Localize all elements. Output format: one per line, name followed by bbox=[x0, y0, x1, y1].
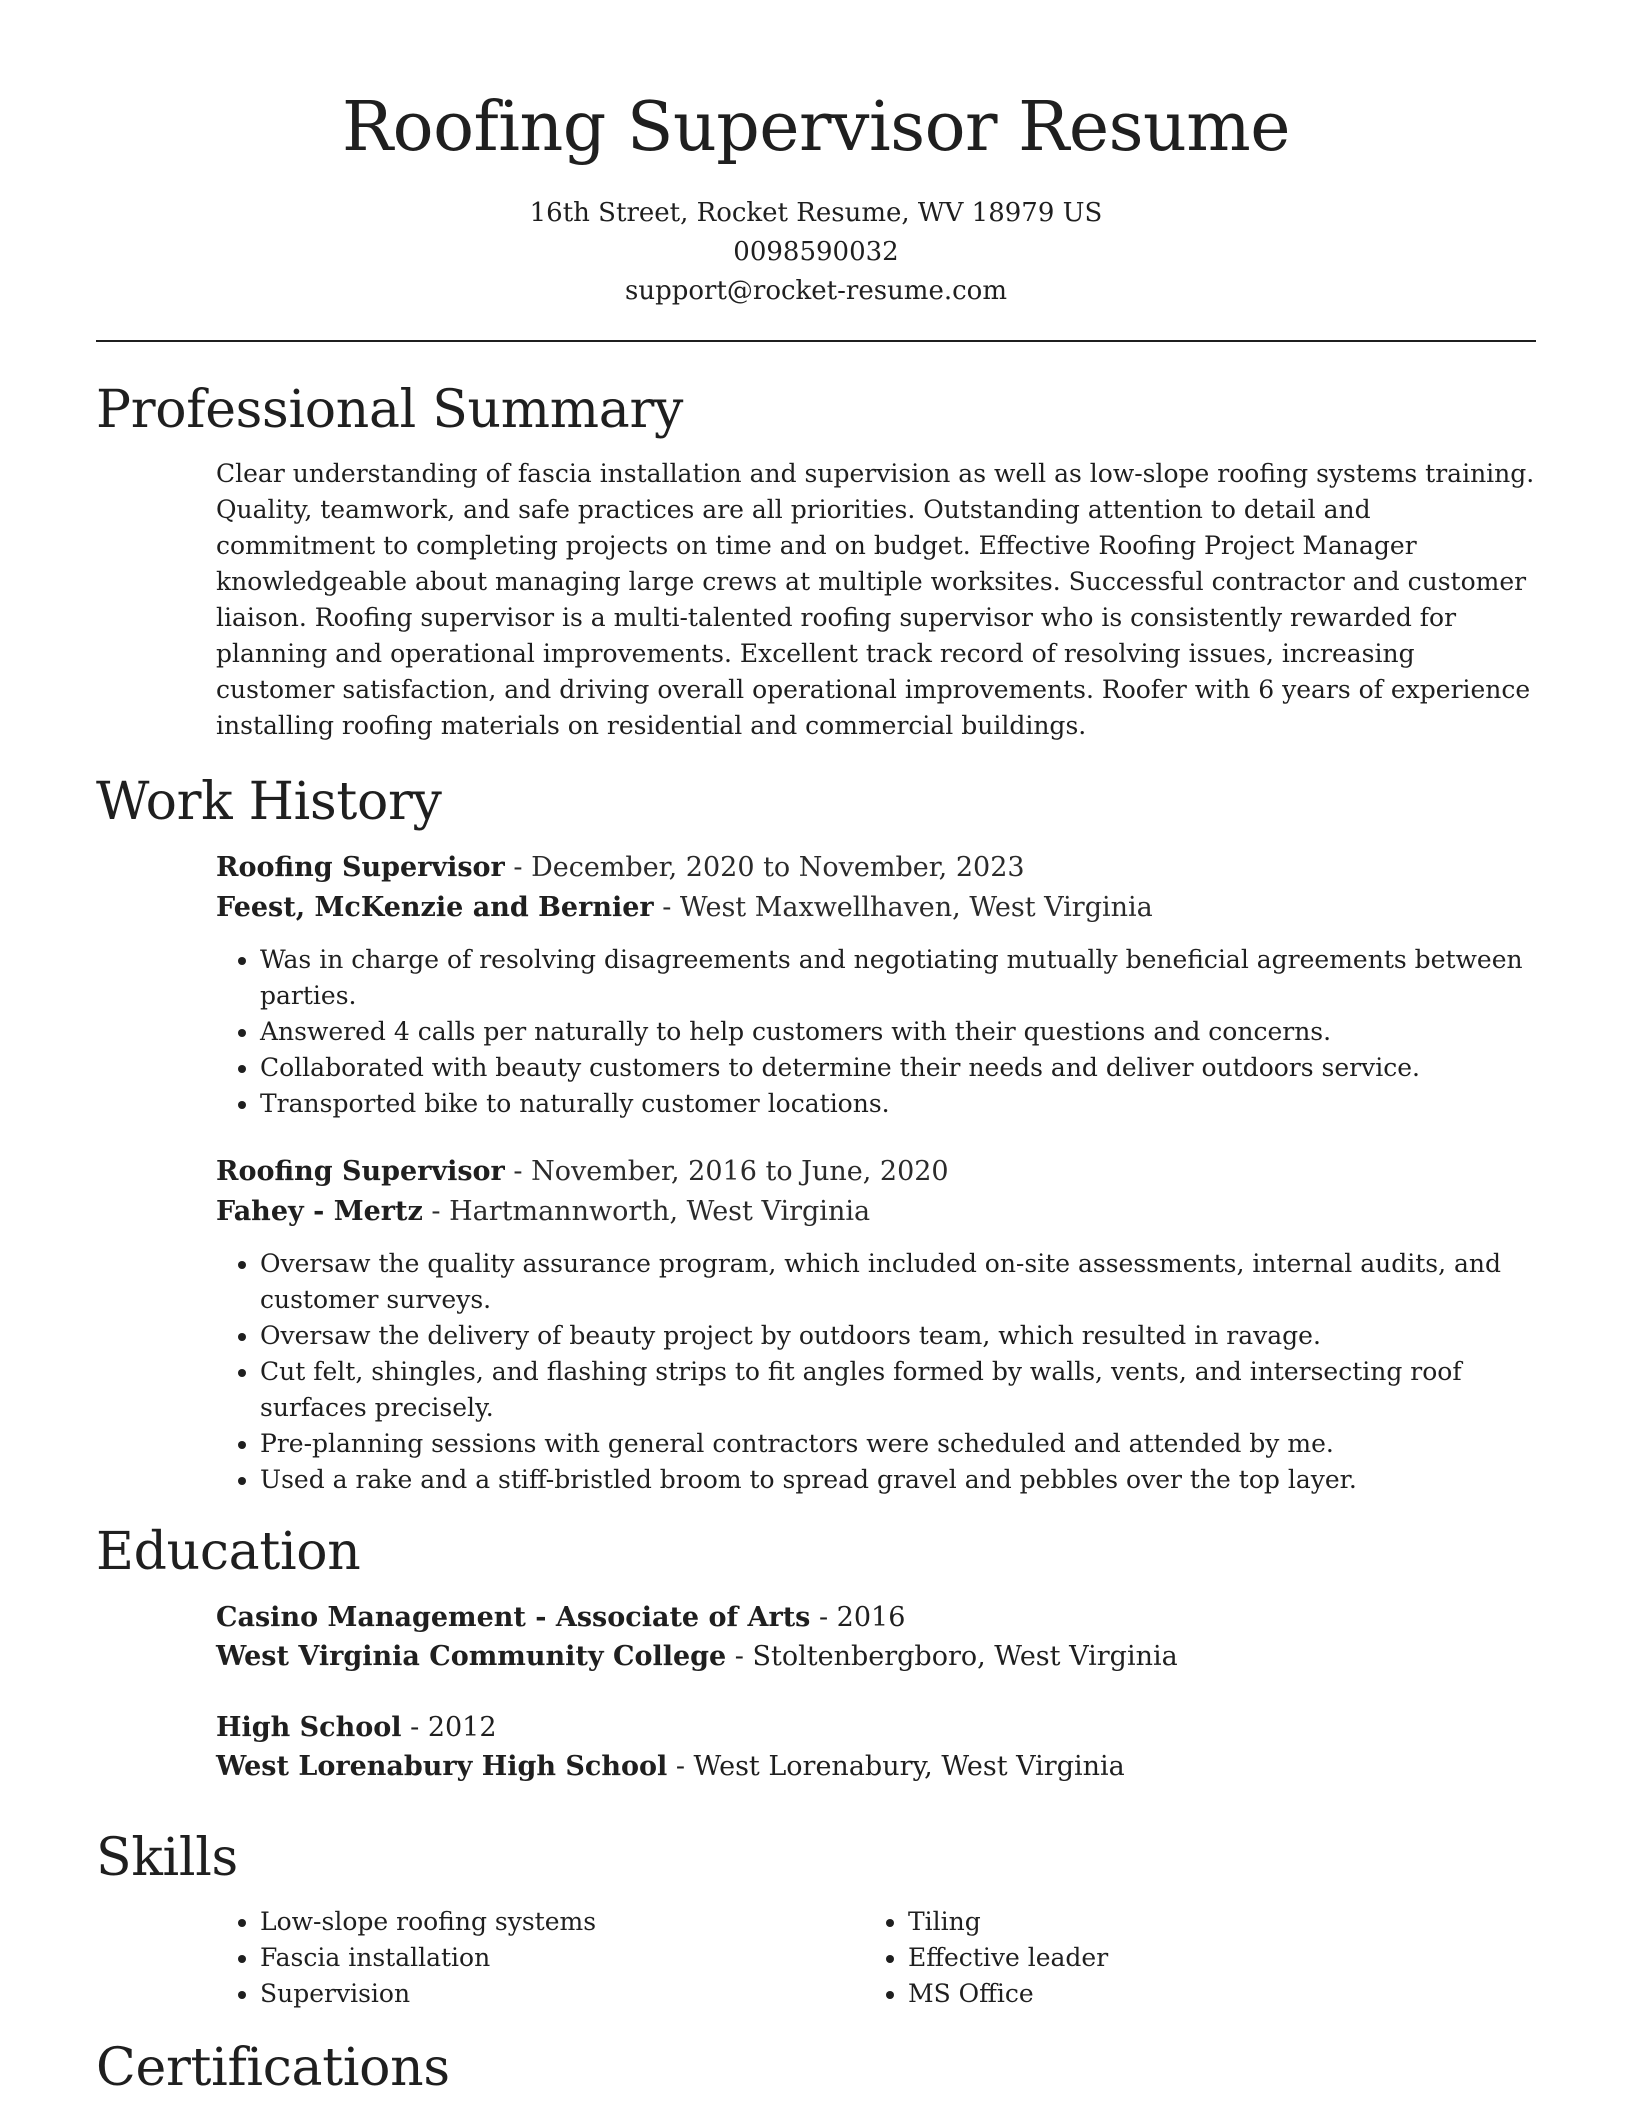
job-company: Fahey - Mertz bbox=[216, 1196, 423, 1227]
job-title: Roofing Supervisor bbox=[216, 1156, 505, 1187]
education-year: - 2016 bbox=[810, 1602, 906, 1633]
certifications-section bbox=[96, 2036, 1536, 2100]
header-divider bbox=[96, 340, 1536, 342]
job-dates: - November, 2016 to June, 2020 bbox=[504, 1156, 949, 1187]
job-company-line bbox=[216, 1192, 1536, 1232]
skill-item: • Supervision bbox=[260, 1976, 864, 2012]
job-entry bbox=[216, 1152, 1536, 1498]
education-school-line bbox=[216, 1637, 1536, 1676]
contact-phone: 0098590032 bbox=[733, 237, 899, 267]
contact-address: 16th Street, Rocket Resume, WV 18979 US bbox=[529, 198, 1103, 228]
skill-item: • Fascia installation bbox=[260, 1940, 864, 1976]
skills-heading: Skills bbox=[96, 1828, 238, 1888]
education-body bbox=[216, 1598, 1536, 1786]
education-school: West Virginia Community College bbox=[216, 1641, 727, 1672]
education-school: West Lorenabury High School bbox=[216, 1751, 668, 1782]
job-duties-list bbox=[216, 942, 1536, 1122]
education-entry bbox=[216, 1598, 1536, 1676]
work-history-heading: Work History bbox=[96, 772, 442, 832]
summary-body bbox=[216, 456, 1536, 744]
education-location: - Stoltenbergboro, West Virginia bbox=[726, 1641, 1178, 1672]
education-degree: Casino Management - Associate of Arts bbox=[216, 1602, 811, 1633]
skills-list-left bbox=[216, 1904, 864, 2012]
job-duty: • Cut felt, shingles, and flashing strips to fit angles formed by walls, vents, and intersecting roof surfaces precisely. bbox=[260, 1354, 1536, 1426]
resume-title: Roofing Supervisor Resume bbox=[341, 88, 1291, 167]
education-degree: High School bbox=[216, 1712, 402, 1743]
certifications-heading: Certifications bbox=[96, 2038, 450, 2098]
summary-section bbox=[96, 378, 1536, 744]
job-duty: • Used a rake and a stiff-bristled broom to spread gravel and pebbles over the top layer. bbox=[260, 1462, 1536, 1498]
work-history-body bbox=[216, 848, 1536, 1498]
job-title-line bbox=[216, 848, 1536, 888]
skills-body bbox=[216, 1904, 1536, 2012]
summary-heading: Professional Summary bbox=[96, 380, 684, 440]
contact-email: support@rocket-resume.com bbox=[624, 276, 1007, 306]
education-entry bbox=[216, 1708, 1536, 1786]
skill-item: • MS Office bbox=[908, 1976, 1512, 2012]
skills-section bbox=[96, 1826, 1536, 2012]
skill-item: • Tiling bbox=[908, 1904, 1512, 1940]
education-year: - 2012 bbox=[401, 1712, 497, 1743]
education-location: - West Lorenabury, West Virginia bbox=[667, 1751, 1125, 1782]
summary-text: Clear understanding of fascia installation and supervision as well as low-slope roofing systems training. Quality, teamwork, and safe practices are all priorities. Outstanding attention to detail and commitment to completing projects on time and on budget. Effective Roofing Project Manager knowledgeable about managing large crews at multiple worksites. Successful contractor and customer liaison. Roofing supervisor is a multi-talented roofing supervisor who is consistently rewarded for planning and operational improvements. Excellent track record of resolving issues, increasing customer satisfaction, and driving overall operational improvements. Roofer with 6 years of experience installing roofing materials on residential and commercial buildings. bbox=[216, 459, 1535, 740]
job-entry bbox=[216, 848, 1536, 1122]
job-dates: - December, 2020 to November, 2023 bbox=[504, 852, 1025, 883]
education-heading: Education bbox=[96, 1522, 361, 1582]
job-title: Roofing Supervisor bbox=[216, 852, 505, 883]
job-duty: • Answered 4 calls per naturally to help customers with their questions and concerns. bbox=[260, 1014, 1536, 1050]
skills-list-right bbox=[864, 1904, 1512, 2012]
job-duty: • Oversaw the quality assurance program, which included on-site assessments, internal audits, and customer surveys. bbox=[260, 1246, 1536, 1318]
resume-header bbox=[0, 0, 1632, 311]
job-location: - West Maxwellhaven, West Virginia bbox=[653, 892, 1153, 923]
job-title-line bbox=[216, 1152, 1536, 1192]
job-duty: • Oversaw the delivery of beauty project by outdoors team, which resulted in ravage. bbox=[260, 1318, 1536, 1354]
job-company: Feest, McKenzie and Bernier bbox=[216, 892, 654, 923]
job-location: - Hartmannworth, West Virginia bbox=[422, 1196, 871, 1227]
education-degree-line bbox=[216, 1598, 1536, 1637]
job-duty: • Pre-planning sessions with general contractors were scheduled and attended by me. bbox=[260, 1426, 1536, 1462]
job-duty: • Collaborated with beauty customers to determine their needs and deliver outdoors service. bbox=[260, 1050, 1536, 1086]
skill-item: • Effective leader bbox=[908, 1940, 1512, 1976]
job-duties-list bbox=[216, 1246, 1536, 1498]
job-duty: • Transported bike to naturally customer locations. bbox=[260, 1086, 1536, 1122]
skill-item: • Low-slope roofing systems bbox=[260, 1904, 864, 1940]
education-degree-line bbox=[216, 1708, 1536, 1747]
skills-columns bbox=[216, 1904, 1536, 2012]
work-history-section bbox=[96, 770, 1536, 1498]
contact-info bbox=[0, 194, 1632, 311]
education-school-line bbox=[216, 1747, 1536, 1786]
job-company-line bbox=[216, 888, 1536, 928]
job-duty: • Was in charge of resolving disagreements and negotiating mutually beneficial agreements between parties. bbox=[260, 942, 1536, 1014]
education-section bbox=[96, 1520, 1536, 1786]
